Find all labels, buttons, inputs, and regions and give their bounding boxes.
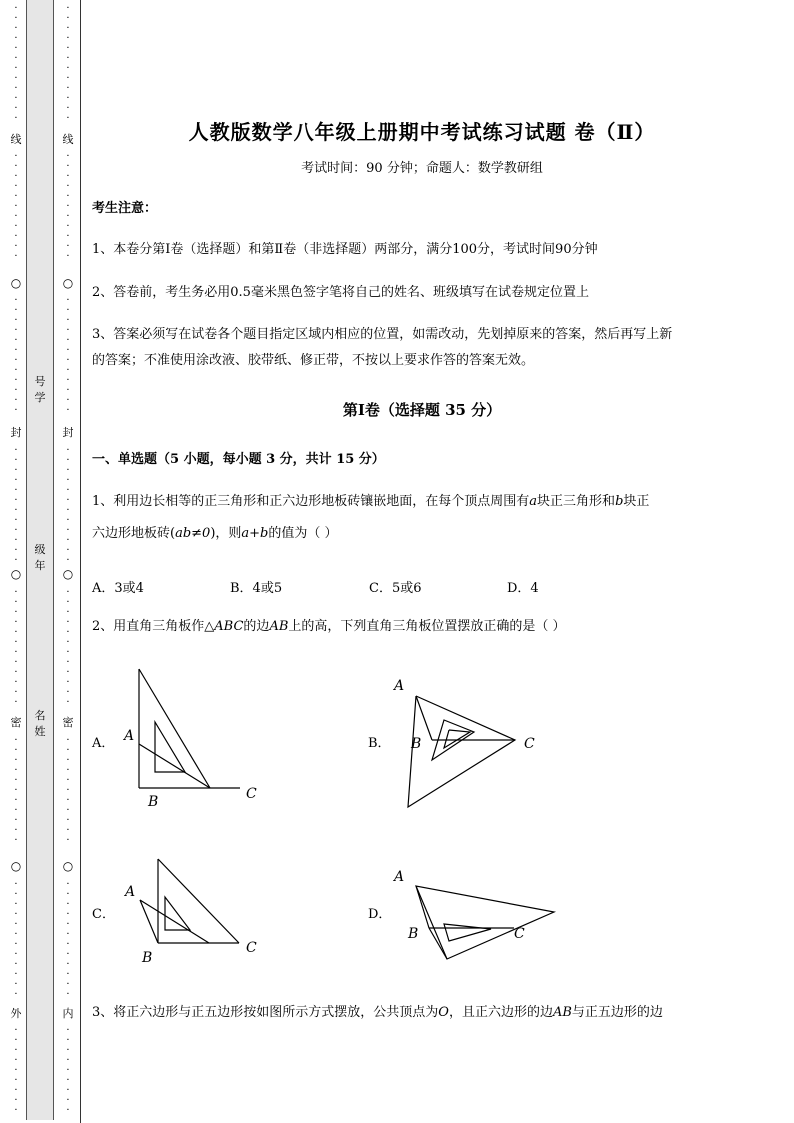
part-heading: 一、单选题（5 小题，每小题 3 分，共计 15 分） [92, 452, 385, 467]
q1-var-b: b [615, 494, 624, 509]
q2-figure-c[interactable] [122, 850, 292, 970]
point-label-b: B [142, 950, 153, 966]
dot-column: · · · · · · · · · · · · [66, 879, 70, 1000]
q1-option-c[interactable]: C．5或6 [369, 581, 422, 596]
point-label-b: B [148, 794, 159, 810]
q1-expression: a+b [241, 526, 269, 541]
margin-circle: ○ [62, 567, 74, 581]
margin-char-seal: 封 [62, 426, 74, 439]
q1-text: 六边形地板砖( [92, 526, 176, 541]
point-label-c: C [524, 736, 535, 752]
section-title: 第Ⅰ卷（选择题 35 分） [342, 401, 502, 419]
note-item: 的答案；不准使用涂改液、胶带纸、修正带，不按以上要求作答的答案无效。 [92, 353, 535, 368]
question-3 [92, 1000, 663, 1026]
point-label-a: A [124, 728, 135, 744]
q1-text: 的值为（ ） [268, 526, 338, 541]
margin-circle: ○ [62, 859, 74, 873]
dot-column: · · · · · · · · · · · [66, 151, 70, 262]
fig-line [429, 928, 447, 959]
q1-option-d[interactable]: D．4 [507, 581, 539, 596]
point-label-c: C [514, 926, 525, 942]
dot-column: · · · · · · · · · · · · [66, 445, 70, 566]
margin-char-outer: 外 [10, 1007, 22, 1020]
q2-text: 上的高，下列直角三角板位置摆放正确的是（ ） [288, 619, 566, 634]
margin-circle: ○ [10, 276, 22, 290]
point-label-b: B [408, 926, 419, 942]
q2-figure-d[interactable] [394, 868, 594, 968]
dot-column: · · · · · · · · · · · · [14, 3, 18, 124]
q2-option-a-label[interactable]: A． [92, 736, 115, 751]
q1-var-a: a [529, 494, 538, 509]
dot-column: · · · · · · · · · · · · [66, 295, 70, 416]
binding-margin-inner [58, 0, 78, 1123]
q2-triangle: ABC [214, 619, 244, 634]
strip-label-student-id: 号学 [34, 375, 46, 404]
point-label-a: A [125, 884, 136, 900]
question-1-line-1 [92, 489, 649, 515]
q1-option-b[interactable]: B．4或5 [230, 581, 283, 596]
margin-circle: ○ [10, 859, 22, 873]
dot-column: · · · · · · · · · · · · [66, 3, 70, 124]
fig-line [139, 744, 210, 788]
binding-margin-outer [6, 0, 26, 1123]
q2-side: AB [269, 619, 289, 634]
fig-outer-triangle [416, 886, 554, 959]
margin-char-secret: 密 [10, 716, 22, 729]
q2-option-c-label[interactable]: C． [92, 907, 115, 922]
note-item: 3、答案必须写在试卷各个题目指定区域内相应的位置，如需改动，先划掉原来的答案，然后再写上新 [92, 327, 673, 342]
fig-line [139, 669, 210, 788]
q1-text: 块正三角形和 [537, 494, 616, 509]
point-label-a: A [394, 869, 405, 885]
fig-inner-triangle [444, 730, 470, 748]
strip-label-class: 级年 [34, 543, 46, 572]
dot-column: · · · · · · · · · · · · [14, 295, 18, 416]
dot-column: · · · · · · · · · [14, 1025, 18, 1116]
dot-column: · · · · · · · · · · · · [14, 445, 18, 566]
page-subtitle: 考试时间：90 分钟；命题人：数学教研组 [301, 161, 543, 176]
fig-outer-triangle [408, 696, 515, 807]
margin-char-line: 线 [62, 133, 74, 146]
fig-line [140, 900, 209, 943]
fig-inner-triangle [165, 897, 190, 930]
q2-option-b-label[interactable]: B． [368, 736, 391, 751]
fig-line [140, 900, 158, 943]
margin-char-seal: 封 [10, 426, 22, 439]
point-label-c: C [246, 940, 257, 956]
margin-circle: ○ [10, 567, 22, 581]
q1-text: )，则 [210, 526, 242, 541]
note-item: 1、本卷分第Ⅰ卷（选择题）和第Ⅱ卷（非选择题）两部分，满分100分，考试时间90分钟 [92, 242, 598, 257]
q2-figure-a[interactable] [122, 660, 292, 810]
q1-option-a[interactable]: A．3或4 [92, 581, 144, 596]
q1-text: 1、利用边长相等的正三角形和正六边形地板砖镶嵌地面，在每个顶点周围有 [92, 494, 530, 509]
binding-strip [26, 0, 54, 1120]
q2-figure-b[interactable] [394, 672, 594, 812]
q2-option-d-label[interactable]: D． [368, 907, 392, 922]
q3-text: ，且正六边形的边 [448, 1005, 553, 1020]
margin-circle: ○ [62, 276, 74, 290]
notes-heading: 考生注意： [92, 201, 158, 216]
dot-column: · · · · · · · · · · · [66, 735, 70, 846]
note-item: 2、答卷前，考生务必用0.5毫米黑色签字笔将自己的姓名、班级填写在试卷规定位置上 [92, 285, 589, 300]
q2-text: 2、用直角三角板作△ [92, 619, 215, 634]
dot-column: · · · · · · · · · [66, 1025, 70, 1116]
dot-column: · · · · · · · · · · · · [66, 587, 70, 708]
margin-rule [80, 0, 81, 1123]
dot-column: · · · · · · · · · · · · [14, 879, 18, 1000]
q3-text: 与正五边形的边 [571, 1005, 663, 1020]
question-2 [92, 614, 566, 640]
q3-var-o: O [438, 1005, 449, 1020]
point-label-a: A [394, 678, 405, 694]
page-title: 人教版数学八年级上册期中考试练习试题 卷（Ⅱ） [188, 120, 656, 144]
question-1-line-2 [92, 521, 338, 547]
q3-text: 3、将正六边形与正五边形按如图所示方式摆放，公共顶点为 [92, 1005, 439, 1020]
margin-char-line: 线 [10, 133, 22, 146]
q1-condition: ab≠0 [175, 526, 211, 541]
fig-line [416, 886, 429, 928]
dot-column: · · · · · · · · · · · · [14, 587, 18, 708]
fig-inner-triangle [155, 722, 185, 772]
point-label-b: B [411, 736, 422, 752]
q2-text: 的边 [243, 619, 270, 634]
margin-char-inner: 内 [62, 1007, 74, 1020]
dot-column: · · · · · · · · · · · [14, 735, 18, 846]
q3-side: AB [552, 1005, 572, 1020]
dot-column: · · · · · · · · · · · [14, 151, 18, 262]
point-label-c: C [246, 786, 257, 802]
strip-label-name: 名姓 [34, 709, 46, 738]
margin-char-secret: 密 [62, 716, 74, 729]
fig-inner-triangle [444, 924, 491, 941]
q1-text: 块正 [623, 494, 650, 509]
